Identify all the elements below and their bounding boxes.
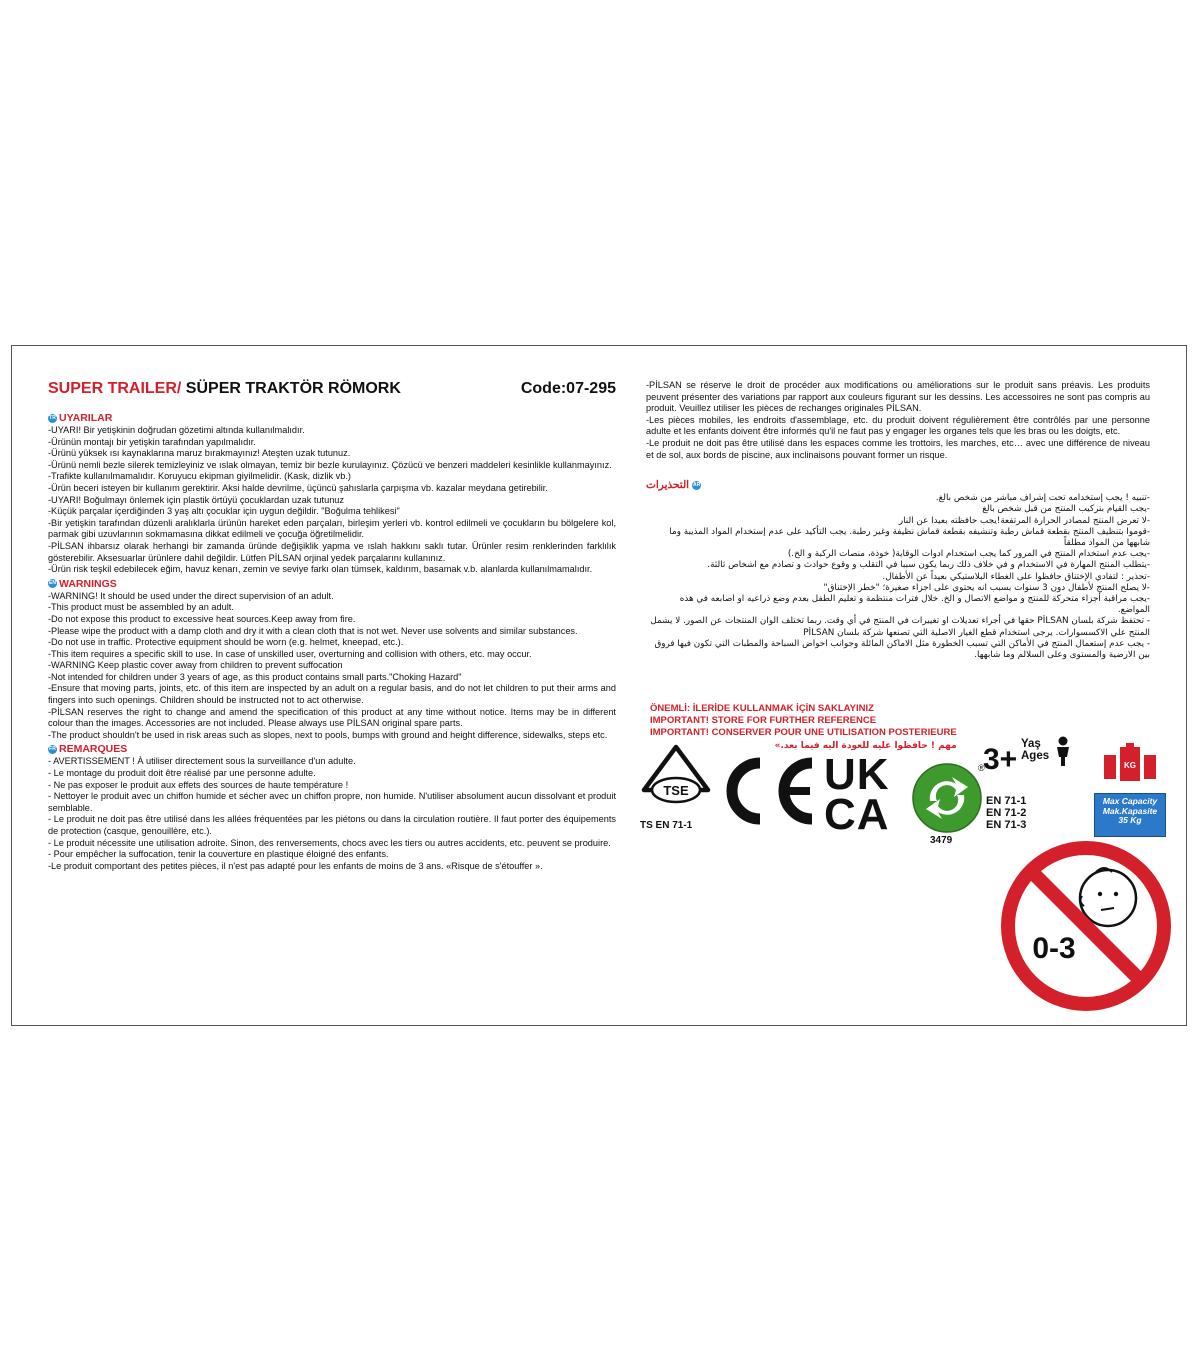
list-item: -تحذير : لتفادي الإختناق حافظوا على الغطاء البلاستيكي بعيداً عن الأطفال. [882,571,1150,582]
important-ar: مهم ! حافظوا عليه للعودة اليه فيما بعد.» [774,740,957,751]
list-item: -UYARI! Boğulmayı önlemek için plastik örtüyü çocuklardan uzak tutunuz [48,494,345,505]
list-item: -Le produit ne doit pas être utilisé dans les espaces comme les trottoirs, les marches, etc… avec une différence de niveau et de sol, aux bords de piscine, aux inclinaisons pouvant former un risque. [646,437,1150,460]
en-warning-list [48,591,616,742]
ukca-mark [824,750,904,839]
important-fr: IMPORTANT! CONSERVER POUR UNE UTILISATION POSTERIEURE [650,727,957,739]
list-item: -PİLSAN reserves the right to change and amend the specification of this product at any time without notice. Items may be in different colour than the images. Accessories are not included. Please always use PİLSAN original spare parts. [48,706,616,729]
section-heading-fr: FR REMARQUES [49,743,128,756]
weight-icon [1100,741,1160,793]
green-dot-icon [910,761,984,835]
standard-item: EN 71-1 [986,795,1027,807]
ar-warning-list [646,493,1150,661]
age-label-en: Ages [1021,750,1050,762]
list-item: - Le montage du produit doit être réalisé par une personne adulte. [48,768,316,779]
ukca-top: UK [824,750,890,799]
max-capacity-box [1094,793,1166,837]
section-heading-en: EN WARNINGS [49,577,117,590]
tse-mark-icon [640,735,712,815]
left-column [48,380,616,872]
section-heading-tr: TR UYARILAR [49,412,113,424]
list-item: -This item requires a specific skill to use. In case of unskilled user, overturning and collision with others, etc. may occur. [48,648,532,659]
kg-label: KG [1124,761,1136,770]
not-for-under-3-icon [996,836,1176,1016]
list-item: - Pour empêcher la suffocation, tenir la couverture en plastique éloigné des enfants. [48,849,389,860]
list-item: - AVERTISSEMENT ! À utiliser directement sous la surveillance d'un adulte. [48,756,356,767]
fr-warning-list [48,756,616,872]
green-dot-code: 3479 [930,835,953,846]
standard-item: EN 71-2 [986,807,1027,819]
section-heading-ar: AR التحذيرات [646,479,701,492]
list-item: -WARNING Keep plastic cover away from children to prevent suffocation [48,660,343,671]
age-label-tr: Yaş [1021,738,1041,750]
product-title: SUPER TRAILER/ SÜPER TRAKTÖR RÖMORK [48,380,401,397]
age-number: 3+ [983,743,1018,776]
list-item: -Please wipe the product with a damp cloth and dry it with a clean cloth that is not wet. Never use solvents and similar substances. [48,625,578,636]
ar-flag-icon: AR [692,481,701,488]
list-item: -UYARI! Bir yetişkinin doğrudan gözetimi altında kullanılmalıdır. [48,425,305,435]
list-item: -Le produit comportant des petites pièces, il n'est pas adapté pour les enfants de moins de 3 ans. «Risque de s'étouffer ». [48,860,543,871]
tr-flag-icon: TR [49,414,56,421]
capacity-tr: Mak.Kapasite [1102,805,1158,816]
ukca-bottom: CA [824,790,890,839]
list-item: -This product must be assembled by an adult. [48,602,234,613]
standard-item: EN 71-3 [986,819,1027,831]
list-item: - يجب عدم إستعمال المنتج في الأماكن التي تسبب الخطورة مثل الاماكن المائلة وجوانب احواض السباحة والمطبات التي تكون فيها فروق بين الارضية والمستوى وعلى السلالم وما شابهها. [654,638,1150,660]
important-tr: ÖNEMLİ: İLERİDE KULLANMAK İÇİN SAKLAYINIZ [650,703,874,714]
ce-mark-icon [718,735,818,835]
list-item: -Bir yetişkin tarafından düzenli aralıklarla ürünün hareket eden parçaları, birleşim yerleri vb. kontrol edilmeli ve çocukların bu bölgelere kol, parmak gibi uzuvlarının sokmamasına dikkat edilmeli ve çocuğa öğretilmelidir. [48,517,616,540]
title-row [48,380,616,398]
list-item: -يجب القيام بتركيب المنتج من قبل شخص بالغ [982,504,1150,515]
list-item: -Ensure that moving parts, joints, etc. of this item are inspected by an adult on a regular basis, and do not let children to put their arms and fingers into such openings. Children should be instructed not to act otherwise. [48,683,616,706]
list-item: -Ürünü yüksek ısı kaynaklarına maruz bırakmayınız! Ateşten uzak tutunuz. [48,448,351,459]
age-labels [1021,738,1049,762]
list-item: -لا يصلح المنتج لأطفال دون 3 سنوات بسبب انه يحتوي على اجزاء صغيرة؛ "خطر الإختناق" [823,582,1150,593]
list-item: - Le produit nécessite une utilisation adroite. Sinon, des renversements, chocs avec les tiers ou autres accidents, etc. peuvent se produire. [48,837,611,848]
list-item: -WARNING! It should be used under the direct supervision of an adult. [48,590,334,601]
registered-mark: ® [978,763,985,773]
list-item: -يتطلب المنتج المهارة في الاستخدام و في خلاف ذلك ربما يكون سببا في التقلب و وقوع حوادث و تصادم مع اشخاص ثالثة. [707,560,1150,571]
list-item: - Nettoyer le produit avec un chiffon humide et sécher avec un chiffon propre, non humide. N'utiliser absolument aucun dissolvant et produit semblable. [48,791,616,813]
list-item: - Le produit ne doit pas être utilisé dans les allées fréquentées par les piétons ou dans la circulation routière. Il faut porter des équipements de protection (casque, genouillère, etc.). [48,814,616,836]
list-item: -يجب عدم استخدام المنتج في المرور كما يجب استخدام ادوات الوقاية( خوذة، منصات الركبة و الخ.) [787,549,1150,560]
list-item: -Ürünün montajı bir yetişkin tarafından yapılmalıdır. [48,436,256,447]
list-item: -Küçük parçalar içerdiğinden 3 yaş altı çocuklar için uygun değildir. "Boğulma tehlikesi" [48,506,400,517]
capacity-value: 35 Kg [1118,815,1142,825]
list-item: -Ürün beceri isteyen bir kullanım gerektirir. Aksi halde devrilme, üçüncü şahıslarla çarpışma vb. kazalar meydana getirebilir. [48,482,548,493]
list-item: -Ürünü nemli bezle silerek temizleyiniz ve ıslak olmayan, temiz bir bezle kurulayınız. Çözücü ve benzeri maddeleri kesinlikle kullanmayınız. [48,459,612,470]
tse-mark-text: TSE [663,783,689,798]
important-en: IMPORTANT! STORE FOR FURTHER REFERENCE [650,715,877,727]
warning-age-text: 0-3 [1032,932,1076,965]
list-item: - تحتفظ شركة بلسان PİLSAN حقها في أجراء تعديلات او تغييرات في المنتج في أي وقت. ربما تختلف الوان المنتجات عن الصور. لا يشمل المنتج علي الاكسسوارات. يرجى استخدام قطع الغيار الاصلية التي تصنعها شركة بلسان PİLSAN [650,616,1150,638]
list-item: -The product shouldn't be used in risk areas such as slopes, next to pools, bumps with ground and height difference, sidewalks, steps etc. [48,729,608,740]
capacity-en: Max Capacity [1102,796,1158,806]
list-item: -Do not use in traffic. Protective equipment should be worn (e.g. helmet, kneepad, etc.). [48,637,404,648]
list-item: -Trafikte kullanılmamalıdır. Koruyucu ekipman giyilmelidir. (Kask, dizlik vb.) [48,471,351,482]
list-item: -Not intended for children under 3 years of age, as this product contains small parts."Choking Hazard" [48,671,462,682]
product-code: Code:07-295 [520,380,616,397]
list-item: -لا تعرض المنتج لمصادر الحرارة المرتفعة!يجب حافظته بعيدا عن النار [898,515,1150,526]
list-item: -PİLSAN se réserve le droit de procéder aux modifications ou améliorations sur le produit sans préavis. Les produits peuvent présenter des variations par rapport aux couleurs figurant sur les dessins. Les accessoires ne sont pas compris au produit. Veuillez utiliser les pièces de rechanges originales PİLSAN. [646,380,1150,414]
list-item: -يجب مراقبة أجزاء متحركة للمنتج و مواضع الاتصال و الخ. خلال فترات منتظمة و تعليم الطفل بعدم وضع ذراعيه او اصابعه في هذه المواضع. [679,593,1150,616]
tse-standard: TS EN 71-1 [640,820,693,831]
list-item: - Ne pas exposer le produit aux effets des sources de haute température ! [48,779,349,790]
standards-list [986,795,1026,831]
en-flag-icon: EN [49,580,56,587]
list-item: -PİLSAN ihbarsız olarak herhangi bir zamanda üründe değişiklik yapma ve ıslah hakkını saklı tutar. Ürünler resim renklerinden farklılık gösterebilir. Aksesuarlar ürünlere dahil değildir. Lütfen PİLSAN orjinal yedek parçalarını kullanınız. [48,540,616,563]
fr-warning-list-continued [646,380,1150,461]
list-item: -Les pièces mobiles, les endroits d'assemblage, etc. du produit doivent régulièrement être contrôlés par une personne adulte et les enfants doivent être informés qu'il ne faut pas y engager les organes tels que les bras ou les doigts, etc. [646,414,1150,437]
tr-warning-list [48,425,616,576]
list-item: -تنبيه ! يجب إستخدامه تحت إشراف مباشر من شخص بالغ. [935,493,1150,504]
fr-flag-icon: FR [49,745,56,752]
right-column [646,380,1150,661]
list-item: -قوموا بتنظيف المنتج بقطعة قماش رطبة وتنشيفه بقطعة قماش نظيفة وغير رطبة. يجب التأكيد على عدم إستخدام المواد المذيبة وما شابهها من المواد مطلقاً [669,526,1150,548]
list-item: -Do not expose this product to excessive heat sources.Keep away from fire. [48,613,356,624]
list-item: -Ürün risk teşkil edebilecek eğim, havuz kenarı, zemin ve seviye farkı olan tümsek, kaldırım, basamak v.b. alanlarda kullanılmamalıdır. [48,564,593,575]
child-figure-icon [1052,735,1074,767]
